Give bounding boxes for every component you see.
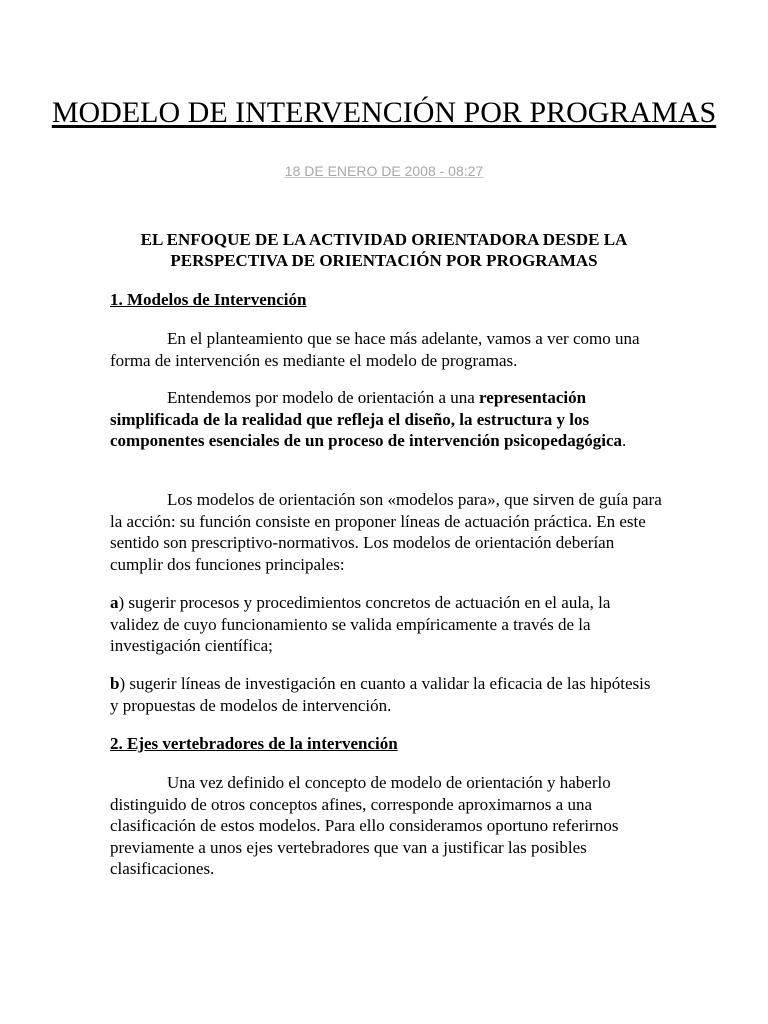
paragraph-definicion-modelo — [110, 387, 662, 452]
paragraph-planteamiento: En el planteamiento que se hace más adelante, vamos a ver como una forma de intervención es mediante el modelo de programas. — [110, 329, 640, 370]
section-heading-ejes: 2. Ejes vertebradores de la intervención — [110, 734, 398, 753]
document-date: 18 DE ENERO DE 2008 - 08:27 — [284, 163, 484, 179]
paragraph-definicion-bold: representación simplificada de la realidad que refleja el diseño, la estructura y los componentes esenciales de un proceso de intervención psicopedagógica — [110, 388, 623, 450]
paragraph-ejes-vertebradores: Una vez definido el concepto de modelo de orientación y haberlo distinguido de otros conceptos afines, corresponde aproximarnos a una clasificación de estos modelos. Para ello consideramos oportuno referirnos previamente a unos ejes vertebradores que van a justificar las posibles clasificaciones. — [110, 773, 619, 878]
paragraph-definicion-end: . — [622, 431, 627, 450]
paragraph-modelos-para: Los modelos de orientación son «modelos para», que sirven de guía para la acción: su función consiste en proponer líneas de actuación práctica. En este sentido son prescriptivo-normativos. Los modelos de orientación deberían cumplir dos funciones principales: — [110, 490, 662, 574]
list-item-b — [110, 673, 662, 716]
section-heading-modelos: 1. Modelos de Intervención — [110, 290, 307, 309]
document-title: MODELO DE INTERVENCIÓN POR PROGRAMAS — [51, 96, 717, 129]
document-subtitle: EL ENFOQUE DE LA ACTIVIDAD ORIENTADORA DESDE LA PERSPECTIVA DE ORIENTACIÓN POR PROGRAMAS — [140, 230, 628, 270]
list-item-a — [110, 592, 662, 657]
list-item-a-letter: a — [110, 593, 119, 612]
list-item-b-letter: b — [110, 674, 120, 693]
list-item-a-text: ) sugerir procesos y procedimientos concretos de actuación en el aula, la validez de cuyo funcionamiento se valida empíricamente a través de la investigación científica; — [110, 593, 611, 655]
paragraph-definicion-intro: Entendemos por modelo de orientación a una — [167, 388, 480, 407]
list-item-b-text: ) sugerir líneas de investigación en cuanto a validar la eficacia de las hipótesis y propuestas de modelos de intervención. — [110, 674, 651, 715]
